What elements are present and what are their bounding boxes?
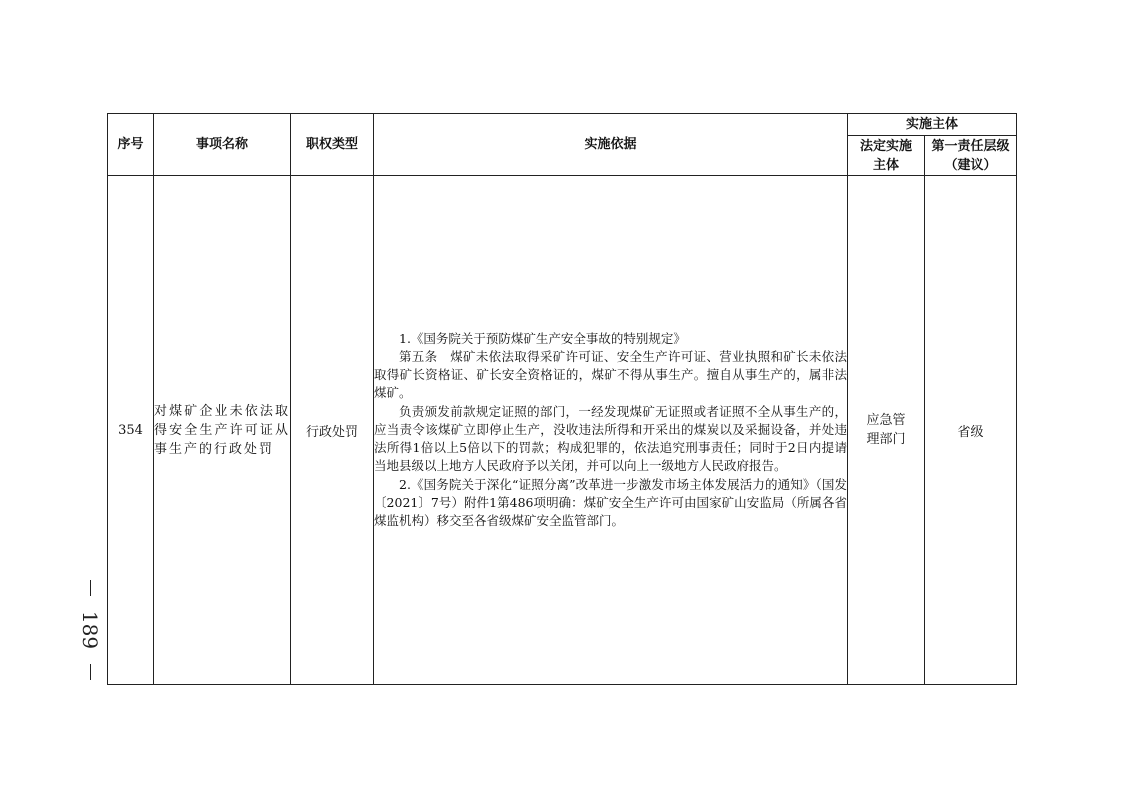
basis-paragraph: 2.《国务院关于深化“证照分离”改革进一步激发市场主体发展活力的通知》（国发〔2021〕7号）附件1第486项明确：煤矿安全生产许可由国家矿山安监局（所属各省煤监机构）移交至各省级煤矿安全监管部门。 <box>374 476 847 528</box>
row-legal-subject: 应急管理部门 <box>848 176 925 685</box>
header-seq: 序号 <box>108 114 154 176</box>
basis-paragraph: 第五条 煤矿未依法取得采矿许可证、安全生产许可证、营业执照和矿长未依法取得矿长资格证、矿长安全资格证的，煤矿不得从事生产。擅自从事生产的，属非法煤矿。 <box>374 349 847 401</box>
page-number-dash-bottom <box>90 664 91 680</box>
header-name: 事项名称 <box>154 114 291 176</box>
table-row <box>108 176 1017 685</box>
header-type: 职权类型 <box>291 114 374 176</box>
basis-paragraph: 1.《国务院关于预防煤矿生产安全事故的特别规定》 <box>399 330 686 346</box>
header-subject: 实施主体 <box>848 114 1017 136</box>
row-basis <box>374 176 848 685</box>
header-first-level: 第一责任层级（建议） <box>925 136 1017 176</box>
row-seq: 354 <box>108 176 154 685</box>
header-legal-subject: 法定实施主体 <box>848 136 925 176</box>
page-number <box>72 580 108 680</box>
page-number-dash-top <box>90 580 91 596</box>
row-first-level: 省级 <box>925 176 1017 685</box>
responsibility-table <box>107 113 1017 685</box>
row-type: 行政处罚 <box>291 176 374 685</box>
row-name: 对煤矿企业未依法取得安全生产许可证从事生产的行政处罚 <box>154 176 291 685</box>
header-basis: 实施依据 <box>374 114 848 176</box>
page-number-value: 189 <box>78 610 102 650</box>
basis-paragraph: 负责颁发前款规定证照的部门，一经发现煤矿无证照或者证照不全从事生产的，应当责令该煤矿立即停止生产，没收违法所得和开采出的煤炭以及采掘设备，并处违法所得1倍以上5倍以下的罚款；构成犯罪的，依法追究刑事责任；同时于2日内提请当地县级以上地方人民政府予以关闭，并可以向上一级地方人民政府报告。 <box>374 403 847 474</box>
